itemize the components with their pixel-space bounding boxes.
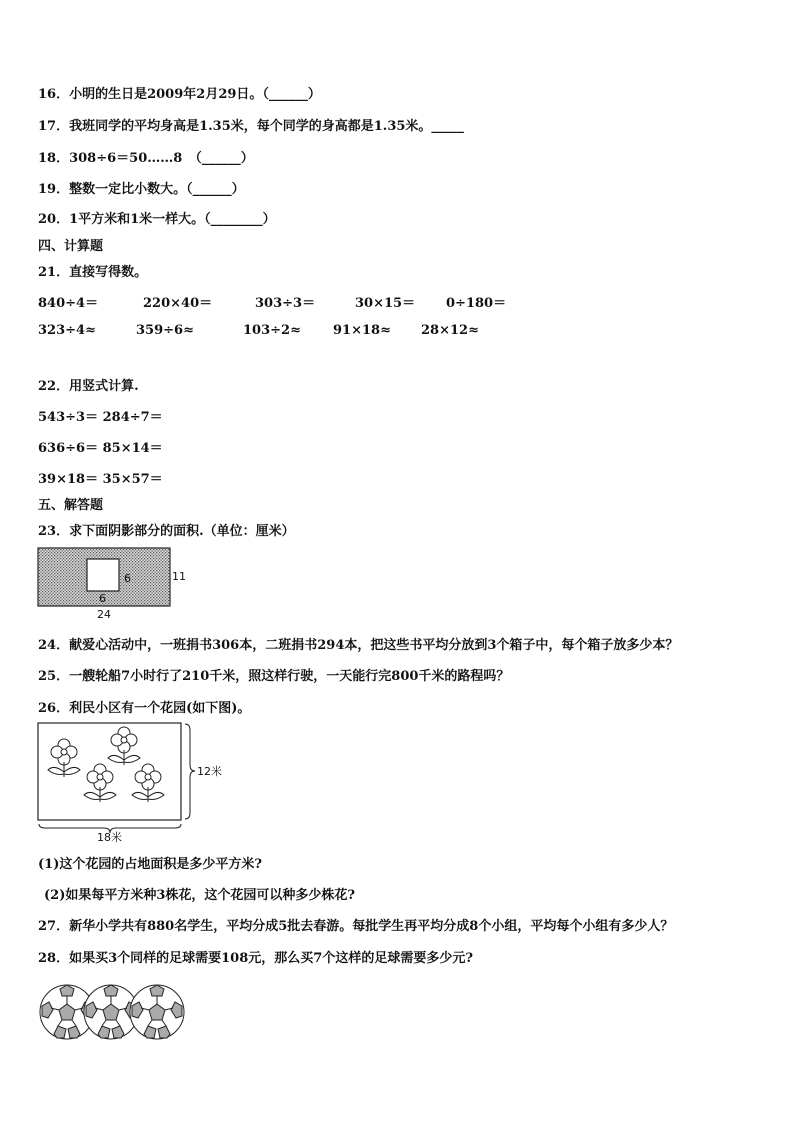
question-26-title: 26．利民小区有一个花园(如下图)。 xyxy=(38,701,251,716)
shaded-rectangle-figure xyxy=(36,546,196,624)
calc-item: 30×15＝ xyxy=(355,296,416,311)
question-23-title: 23．求下面阴影部分的面积.（单位：厘米） xyxy=(38,524,295,539)
question-16: 16．小明的生日是2009年2月29日。（______） xyxy=(38,87,321,102)
football-icon xyxy=(130,985,184,1039)
question-19: 19．整数一定比小数大。（______） xyxy=(38,182,245,197)
question-27: 27．新华小学共有880名学生，平均分成5批去春游。每批学生再平均分成8个小组，平均每个小组有多少人？ xyxy=(38,919,674,934)
question-21-title: 21．直接写得数。 xyxy=(38,265,148,280)
garden-height-label: 12米 xyxy=(197,765,222,778)
vertical-calc-row: 39×18＝ 35×57＝ xyxy=(38,472,163,487)
footballs-figure xyxy=(36,980,196,1045)
question-26-part-2: (2)如果每平方米种3株花，这个花园可以种多少株花? xyxy=(44,888,356,903)
question-17: 17．我班同学的平均身高是1.35米，每个同学的身高都是1.35米。_____ xyxy=(38,119,464,134)
vertical-calc-row: 543÷3＝ 284÷7＝ xyxy=(38,410,163,425)
question-28: 28．如果买3个同样的足球需要108元，那么买7个这样的足球需要多少元? xyxy=(38,951,473,966)
calc-item: 323÷4≈ xyxy=(38,323,96,338)
inner-side-label: 6 xyxy=(124,572,131,585)
calc-item: 91×18≈ xyxy=(333,323,391,338)
question-25: 25．一艘轮船7小时行了210千米，照这样行驶，一天能行完800千米的路程吗？ xyxy=(38,669,510,684)
section-4-title: 四、计算题 xyxy=(38,239,104,254)
garden-figure xyxy=(34,720,224,845)
outer-height-label: 11 xyxy=(172,570,186,583)
question-22-title: 22．用竖式计算. xyxy=(38,379,139,394)
vertical-calc-row: 636÷6＝ 85×14＝ xyxy=(38,441,163,456)
question-26-part-1: (1)这个花园的占地面积是多少平方米? xyxy=(38,857,262,872)
calc-item: 840÷4＝ xyxy=(38,296,99,311)
section-5-title: 五、解答题 xyxy=(38,498,104,513)
question-20: 20．1平方米和1米一样大。（________） xyxy=(38,212,276,227)
question-24: 24．献爱心活动中，一班捐书306本，二班捐书294本，把这些书平均分放到3个箱子中，每个箱子放多少本？ xyxy=(38,638,679,653)
calc-item: 220×40＝ xyxy=(143,296,213,311)
garden-width-label: 18米 xyxy=(97,831,122,844)
calc-item: 0÷180＝ xyxy=(446,296,507,311)
inner-bottom-label: 6 xyxy=(99,592,106,605)
calc-item: 28×12≈ xyxy=(421,323,479,338)
question-18: 18．308÷6＝50……8 （______） xyxy=(38,151,254,166)
outer-width-label: 24 xyxy=(97,608,111,621)
calc-item: 359÷6≈ xyxy=(136,323,194,338)
calc-item: 103÷2≈ xyxy=(243,323,301,338)
calc-item: 303÷3＝ xyxy=(255,296,316,311)
